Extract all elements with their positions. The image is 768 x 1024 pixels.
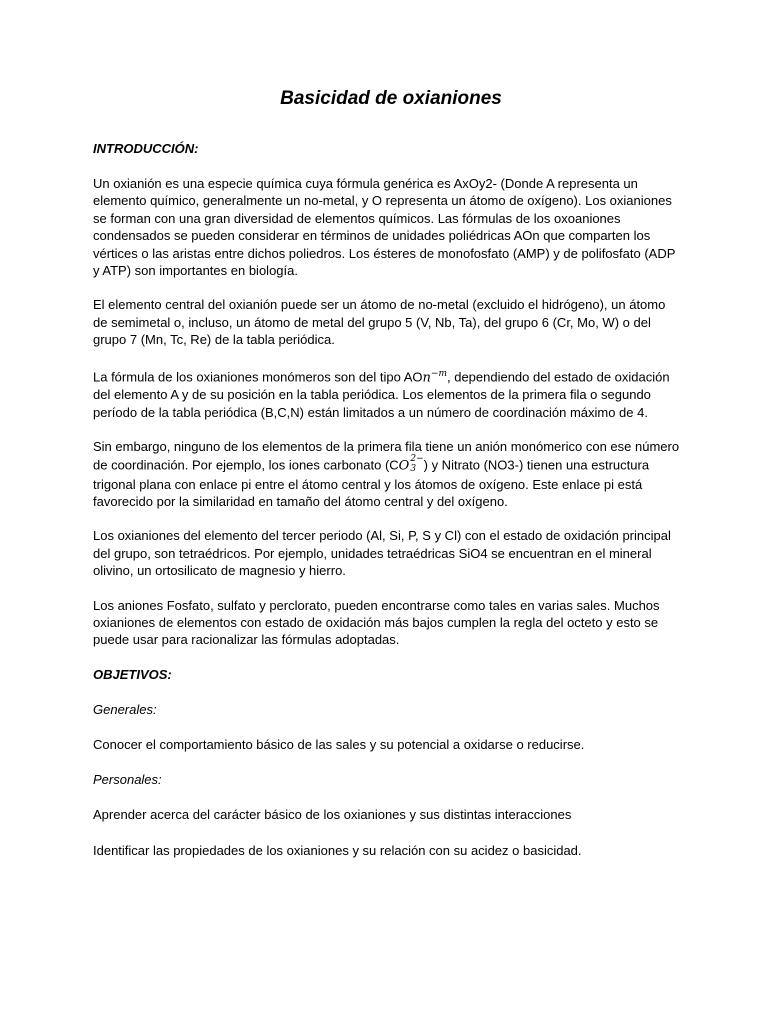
paragraph-4 (93, 438, 683, 510)
paragraph-4-start: Sin embargo, ninguno de los elementos de la primera fila tiene un anión monómerico con ese número de coordinación. Por ejemplo, los iones carbonato (C (93, 439, 680, 473)
carbonate-formula (398, 453, 424, 476)
personal-objectives-label: Personales: (93, 772, 162, 788)
paragraph-4-end: ) y Nitrato (NO3-) tienen una estructura trigonal plana con enlace pi entre el átomo central y los átomos de oxígeno. Este enlace pi está favorecido por la similaridad en tamaño del átomo central y del oxígeno. (93, 457, 650, 510)
objectives-heading: OBJETIVOS: (93, 666, 172, 682)
carbonate-o: O (398, 458, 410, 474)
paragraph-5: Los oxianiones del elemento del tercer periodo (Al, Si, P, S y Cl) con el estado de oxidación principal del grupo, son tetraédricos. Por ejemplo, unidades tetraédricas SiO4 se encuentran en el mineral olivino, un ortosilicato de magnesio y hierro. (93, 528, 671, 579)
personal-objective-2: Identificar las propiedades de los oxianiones y su relación con su acidez o basicidad. (93, 842, 582, 858)
personal-objective-1: Aprender acerca del carácter básico de los oxianiones y sus distintas interacciones (93, 807, 572, 823)
formula-var-n: n (422, 369, 431, 385)
paragraph-3 (93, 366, 683, 422)
general-objectives-label: Generales: (93, 701, 157, 717)
paragraph-3-end: , dependiendo del estado de oxidación del elemento A y de su posición en la tabla periódica. Los elementos de la primera fila o segundo período de la tabla periódica (B,C,N) están limitados a un número de coordinación máximo de 4. (93, 368, 670, 420)
carbonate-subscript: 3 (410, 463, 417, 474)
paragraph-1: Un oxianión es una especie química cuya fórmula genérica es AxOy2- (Donde A representa un elemento químico, generalmente un no-metal, y O representa un átomo de oxígeno). Los oxianiones se forman con una gran diversidad de elementos químicos. Las fórmulas de los oxoaniones condensados se pueden considerar en términos de unidades poliédricas AOn que comparten los vértices o las aristas entre dichos poliedros. Los ésteres de monofosfato (AMP) y de polifosfato (ADP y ATP) son importantes en biología. (93, 176, 676, 279)
intro-heading: INTRODUCCIÓN: (93, 141, 199, 156)
paragraph-2: El elemento central del oxianión puede ser un átomo de no-metal (excluido el hidrógeno), un átomo de semimetal o, incluso, un átomo de metal del grupo 5 (V, Nb, Ta), del grupo 6 (Cr, Mo, W) o del grupo 7 (Mn, Tc, Re) de la tabla periódica. (93, 297, 666, 348)
general-objective-text: Conocer el comportamiento básico de las sales y su potencial a oxidarse o reducirse. (93, 736, 585, 752)
document-page (93, 86, 683, 877)
document-title: Basicidad de oxianiones (280, 88, 502, 109)
paragraph-3-start: La fórmula de los oxianiones monómeros son del tipo AO (93, 368, 423, 384)
paragraph-6: Los aniones Fosfato, sulfato y perclorato, pueden encontrarse como tales en varias sales. Muchos oxianiones de elementos con estado de oxidación más bajos cumplen la regla del octeto y esto se puede usar para racionalizar las fórmulas adoptadas. (93, 597, 660, 648)
carbonate-charge: 2− (410, 453, 424, 464)
carbonate-indices (410, 454, 423, 474)
formula-charge: −m (430, 368, 447, 379)
